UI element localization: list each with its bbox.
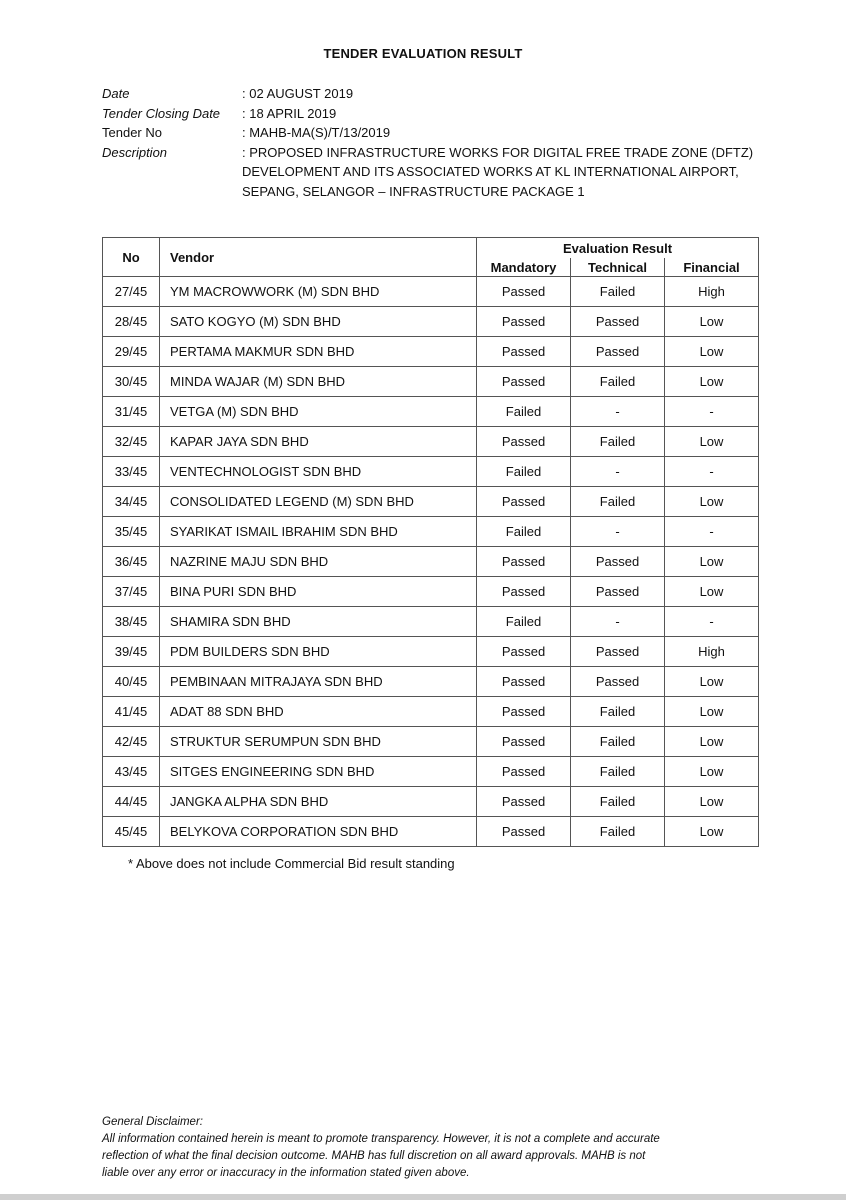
row-financial: -: [665, 397, 759, 427]
description-label: Description: [102, 144, 168, 160]
row-technical: -: [571, 397, 665, 427]
page-bottom-edge: [0, 1194, 846, 1200]
row-no: 33/45: [103, 457, 160, 487]
table-row: [103, 607, 759, 637]
row-technical: -: [571, 457, 665, 487]
row-technical: Failed: [571, 757, 665, 787]
row-mandatory: Passed: [477, 277, 571, 307]
col-header-mandatory: Mandatory: [477, 258, 571, 277]
row-technical: Failed: [571, 487, 665, 517]
row-no: 27/45: [103, 277, 160, 307]
table-row: [103, 787, 759, 817]
table-row: [103, 547, 759, 577]
evaluation-table: [102, 237, 759, 847]
row-financial: -: [665, 607, 759, 637]
meta-row-description: [102, 143, 762, 202]
row-no: 38/45: [103, 607, 160, 637]
row-vendor: YM MACROWWORK (M) SDN BHD: [160, 277, 477, 307]
row-vendor: BELYKOVA CORPORATION SDN BHD: [160, 817, 477, 847]
row-mandatory: Failed: [477, 517, 571, 547]
row-financial: Low: [665, 337, 759, 367]
row-mandatory: Passed: [477, 337, 571, 367]
table-row: [103, 427, 759, 457]
document-title: TENDER EVALUATION RESULT: [323, 46, 523, 61]
row-financial: Low: [665, 547, 759, 577]
row-no: 42/45: [103, 727, 160, 757]
row-no: 36/45: [103, 547, 160, 577]
meta-row-date: [102, 84, 762, 104]
row-financial: High: [665, 637, 759, 667]
row-vendor: BINA PURI SDN BHD: [160, 577, 477, 607]
row-vendor: PERTAMA MAKMUR SDN BHD: [160, 337, 477, 367]
col-header-vendor: Vendor: [160, 238, 477, 277]
row-vendor: SYARIKAT ISMAIL IBRAHIM SDN BHD: [160, 517, 477, 547]
meta-row-tender-no: [102, 123, 762, 143]
row-mandatory: Passed: [477, 727, 571, 757]
row-no: 32/45: [103, 427, 160, 457]
row-no: 39/45: [103, 637, 160, 667]
table-row: [103, 727, 759, 757]
row-financial: Low: [665, 667, 759, 697]
row-no: 41/45: [103, 697, 160, 727]
table-row: [103, 757, 759, 787]
row-financial: Low: [665, 817, 759, 847]
row-mandatory: Failed: [477, 397, 571, 427]
tender-no-value: : MAHB-MA(S)/T/13/2019: [242, 125, 391, 140]
row-no: 28/45: [103, 307, 160, 337]
row-no: 31/45: [103, 397, 160, 427]
row-financial: Low: [665, 727, 759, 757]
disclaimer-heading: General Disclaimer:: [102, 1116, 203, 1128]
row-mandatory: Passed: [477, 307, 571, 337]
table-row: [103, 337, 759, 367]
row-technical: Failed: [571, 817, 665, 847]
description-line-3: SEPANG, SELANGOR – INFRASTRUCTURE PACKAGE 1: [242, 183, 585, 199]
row-mandatory: Passed: [477, 487, 571, 517]
row-no: 44/45: [103, 787, 160, 817]
row-no: 34/45: [103, 487, 160, 517]
table-row: [103, 367, 759, 397]
disclaimer-line-3: liable over any error or inaccuracy in the information stated given above.: [102, 1167, 470, 1179]
date-value: : 02 AUGUST 2019: [242, 86, 354, 101]
table-row: [103, 487, 759, 517]
row-technical: Failed: [571, 697, 665, 727]
row-vendor: KAPAR JAYA SDN BHD: [160, 427, 477, 457]
col-header-financial: Financial: [665, 258, 759, 277]
row-technical: Failed: [571, 277, 665, 307]
row-no: 29/45: [103, 337, 160, 367]
row-financial: -: [665, 517, 759, 547]
row-no: 40/45: [103, 667, 160, 697]
table-row: [103, 307, 759, 337]
row-technical: Failed: [571, 367, 665, 397]
row-vendor: NAZRINE MAJU SDN BHD: [160, 547, 477, 577]
date-label: Date: [102, 86, 130, 101]
row-technical: -: [571, 607, 665, 637]
row-financial: Low: [665, 697, 759, 727]
row-vendor: SATO KOGYO (M) SDN BHD: [160, 307, 477, 337]
row-technical: Passed: [571, 307, 665, 337]
col-header-evaluation-result: Evaluation Result: [477, 238, 759, 259]
description-line-1: : PROPOSED INFRASTRUCTURE WORKS FOR DIGITAL FREE TRADE ZONE (DFTZ): [242, 144, 754, 160]
row-mandatory: Passed: [477, 637, 571, 667]
col-header-no: No: [103, 238, 160, 277]
row-financial: Low: [665, 787, 759, 817]
row-financial: Low: [665, 367, 759, 397]
row-technical: Passed: [571, 637, 665, 667]
disclaimer-line-1: All information contained herein is meant to promote transparency. However, it is not a complete and accurate: [102, 1133, 660, 1145]
row-financial: High: [665, 277, 759, 307]
closing-date-value: : 18 APRIL 2019: [242, 105, 337, 121]
meta-row-closing-date: [102, 104, 762, 124]
table-row: [103, 577, 759, 607]
row-mandatory: Failed: [477, 457, 571, 487]
row-mandatory: Passed: [477, 697, 571, 727]
row-no: 35/45: [103, 517, 160, 547]
row-financial: Low: [665, 487, 759, 517]
row-financial: -: [665, 457, 759, 487]
row-vendor: JANGKA ALPHA SDN BHD: [160, 787, 477, 817]
row-vendor: VENTECHNOLOGIST SDN BHD: [160, 457, 477, 487]
footnote: * Above does not include Commercial Bid result standing: [128, 856, 455, 871]
row-technical: Passed: [571, 337, 665, 367]
row-mandatory: Passed: [477, 817, 571, 847]
row-financial: Low: [665, 307, 759, 337]
row-mandatory: Passed: [477, 577, 571, 607]
row-financial: Low: [665, 427, 759, 457]
row-technical: Failed: [571, 787, 665, 817]
row-technical: Failed: [571, 427, 665, 457]
table-row: [103, 457, 759, 487]
row-technical: Failed: [571, 727, 665, 757]
row-financial: Low: [665, 577, 759, 607]
row-vendor: PEMBINAAN MITRAJAYA SDN BHD: [160, 667, 477, 697]
table-row: [103, 397, 759, 427]
row-vendor: ADAT 88 SDN BHD: [160, 697, 477, 727]
evaluation-table-container: [102, 237, 759, 847]
general-disclaimer: [102, 1114, 762, 1182]
tender-no-label: Tender No: [102, 125, 162, 140]
disclaimer-line-2: reflection of what the final decision outcome. MAHB has full discretion on all award approvals. MAHB is not: [102, 1150, 646, 1162]
row-no: 43/45: [103, 757, 160, 787]
row-mandatory: Passed: [477, 757, 571, 787]
row-vendor: STRUKTUR SERUMPUN SDN BHD: [160, 727, 477, 757]
row-mandatory: Passed: [477, 367, 571, 397]
table-row: [103, 637, 759, 667]
row-vendor: MINDA WAJAR (M) SDN BHD: [160, 367, 477, 397]
table-row: [103, 517, 759, 547]
row-vendor: SITGES ENGINEERING SDN BHD: [160, 757, 477, 787]
closing-date-label: Tender Closing Date: [102, 105, 221, 121]
row-vendor: PDM BUILDERS SDN BHD: [160, 637, 477, 667]
table-row: [103, 667, 759, 697]
description-line-2: DEVELOPMENT AND ITS ASSOCIATED WORKS AT KL INTERNATIONAL AIRPORT,: [242, 164, 739, 179]
col-header-technical: Technical: [571, 258, 665, 277]
row-mandatory: Passed: [477, 667, 571, 697]
tender-details: [102, 84, 762, 201]
row-no: 45/45: [103, 817, 160, 847]
row-vendor: VETGA (M) SDN BHD: [160, 397, 477, 427]
row-vendor: CONSOLIDATED LEGEND (M) SDN BHD: [160, 487, 477, 517]
row-technical: Passed: [571, 577, 665, 607]
row-technical: Passed: [571, 547, 665, 577]
row-vendor: SHAMIRA SDN BHD: [160, 607, 477, 637]
row-no: 37/45: [103, 577, 160, 607]
table-body: [103, 277, 759, 847]
row-technical: Passed: [571, 667, 665, 697]
table-row: [103, 277, 759, 307]
row-technical: -: [571, 517, 665, 547]
row-mandatory: Passed: [477, 787, 571, 817]
table-row: [103, 817, 759, 847]
row-mandatory: Passed: [477, 547, 571, 577]
table-row: [103, 697, 759, 727]
row-mandatory: Passed: [477, 427, 571, 457]
row-no: 30/45: [103, 367, 160, 397]
row-mandatory: Failed: [477, 607, 571, 637]
row-financial: Low: [665, 757, 759, 787]
